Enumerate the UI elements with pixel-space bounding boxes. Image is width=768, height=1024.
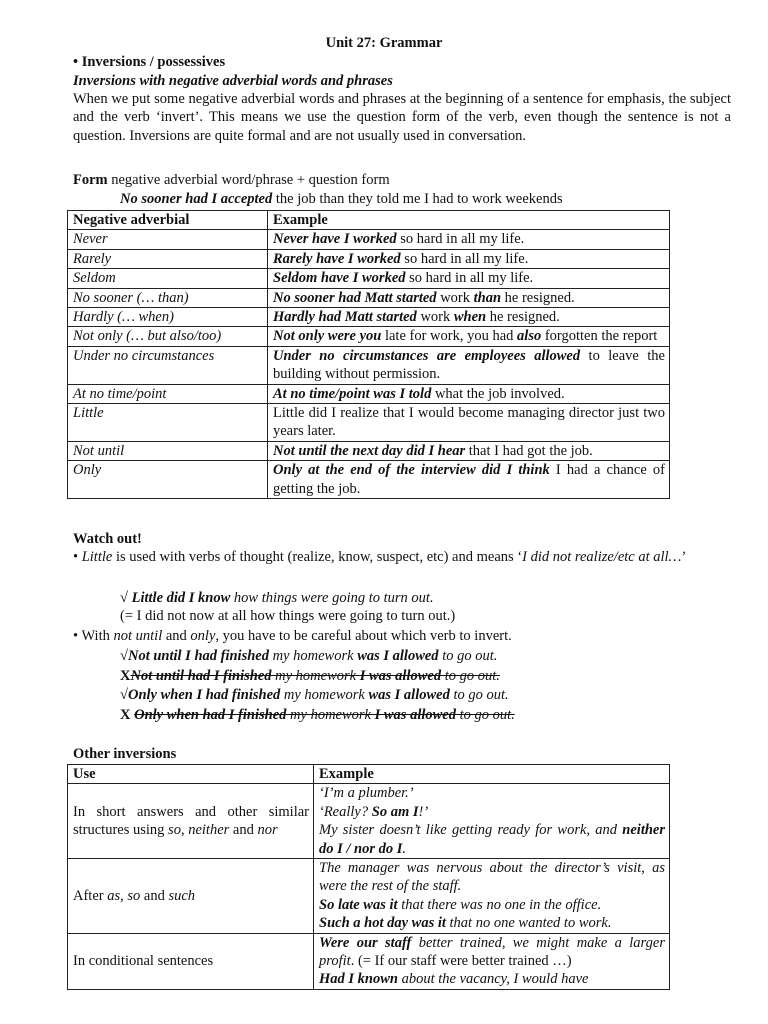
text-run: Not until had I finished bbox=[130, 668, 272, 684]
text-run: My sister doesn’t like getting ready for work, and bbox=[319, 822, 623, 839]
text-run: to go out. bbox=[455, 707, 515, 723]
watch-out-example bbox=[120, 647, 497, 665]
text-run: to go out. bbox=[449, 687, 509, 703]
subheading: Inversions with negative adverbial words and phrases bbox=[73, 73, 393, 89]
example-cell bbox=[314, 859, 670, 934]
text-run: to go out. bbox=[441, 668, 500, 684]
text-run: work bbox=[436, 289, 474, 306]
table-row bbox=[68, 784, 670, 859]
form-label: Form bbox=[73, 172, 108, 188]
other-inversions-table bbox=[67, 764, 670, 990]
adverbial-cell: Only bbox=[68, 461, 268, 499]
table-row bbox=[68, 230, 670, 249]
text-run: was I allowed bbox=[368, 687, 450, 703]
example-cell bbox=[314, 784, 670, 859]
example-cell bbox=[268, 461, 670, 499]
text-run: I was allowed bbox=[374, 707, 456, 723]
text-run: that I had got the job. bbox=[465, 442, 593, 459]
text-run: , bbox=[120, 887, 128, 904]
text-run: ‘I’m a plumber.’ bbox=[319, 785, 414, 802]
table-row bbox=[68, 346, 670, 384]
example-line bbox=[319, 970, 665, 988]
example-cell bbox=[268, 384, 670, 403]
text-run: how things were going to turn out. bbox=[230, 590, 434, 606]
table-row bbox=[68, 308, 670, 327]
text-run: what the job involved. bbox=[431, 385, 565, 402]
example-cell bbox=[268, 288, 670, 307]
text-run: late for work, you had bbox=[381, 328, 518, 345]
text-run: Little did I know bbox=[131, 590, 231, 606]
text-run: so bbox=[127, 887, 141, 904]
text-run: so bbox=[168, 822, 181, 839]
adverbial-cell: Never bbox=[68, 230, 268, 249]
use-cell bbox=[68, 933, 314, 989]
page-title: Unit 27: Grammar bbox=[325, 35, 443, 51]
text-run: that there was no one in the office. bbox=[397, 896, 602, 913]
table-header-cell: Example bbox=[268, 211, 670, 230]
text-run: !’ bbox=[418, 803, 429, 820]
adverbial-cell: Not until bbox=[68, 441, 268, 460]
adverbial-cell: Hardly (… when) bbox=[68, 308, 268, 327]
table-row bbox=[68, 269, 670, 288]
text-run: forgotten the report bbox=[541, 328, 658, 345]
text-run: Under no circumstances are employees allowed bbox=[273, 347, 581, 364]
text-run: when bbox=[453, 309, 487, 326]
text-run: In conditional sentences bbox=[73, 953, 214, 970]
example-line bbox=[319, 914, 665, 932]
text-run: my homework bbox=[280, 687, 369, 703]
table-row bbox=[68, 859, 670, 934]
negative-adverbial-table-body bbox=[68, 211, 670, 499]
example-line bbox=[319, 803, 665, 821]
text-run: to go out. bbox=[438, 648, 498, 664]
text-run: work bbox=[416, 309, 454, 326]
table-row bbox=[68, 327, 670, 346]
text-run: than bbox=[473, 289, 502, 306]
example-line bbox=[319, 896, 665, 914]
text-run: At no time/point was I told bbox=[273, 385, 432, 402]
text-run: • bbox=[73, 549, 82, 565]
text-run: as bbox=[107, 887, 121, 904]
section-heading: • Inversions / possessives bbox=[73, 54, 226, 70]
adverbial-cell: Under no circumstances bbox=[68, 346, 268, 384]
other-inversions-table-body bbox=[68, 765, 670, 990]
text-run: I was allowed bbox=[359, 668, 442, 684]
form-example-bold: No sooner had I accepted bbox=[120, 191, 273, 207]
text-run: √ bbox=[120, 687, 128, 703]
text-run: ’ bbox=[681, 549, 687, 565]
text-run: so hard in all my life. bbox=[396, 231, 525, 248]
text-run: as were the rest of the staff bbox=[319, 860, 665, 895]
example-line bbox=[319, 934, 665, 971]
text-run: my homework bbox=[271, 668, 360, 684]
example-line bbox=[319, 784, 665, 802]
text-run: and bbox=[140, 887, 169, 904]
text-run: and bbox=[162, 628, 191, 644]
text-run: so hard in all my life. bbox=[400, 250, 529, 267]
table-row bbox=[68, 288, 670, 307]
table-row bbox=[68, 249, 670, 268]
text-run: is used with verbs of thought (realize, know, suspect, etc) and means ‘ bbox=[112, 549, 523, 565]
text-run: my homework bbox=[286, 707, 375, 723]
adverbial-cell: No sooner (… than) bbox=[68, 288, 268, 307]
adverbial-cell: Not only (… but also/too) bbox=[68, 327, 268, 346]
text-run: not until bbox=[113, 628, 163, 644]
text-run: So late was it bbox=[319, 896, 398, 913]
text-run: that no one wanted to work. bbox=[445, 915, 612, 932]
text-run: . bbox=[457, 878, 462, 895]
example-cell bbox=[314, 933, 670, 989]
text-run: √ bbox=[120, 590, 132, 606]
text-run: ‘Really? bbox=[319, 803, 372, 820]
text-run: . (= If our staff were better trained …) bbox=[350, 953, 572, 970]
text-run: neither do I / nor do I bbox=[319, 822, 665, 857]
text-run: was I allowed bbox=[357, 648, 439, 664]
text-run: he resigned. bbox=[501, 289, 575, 306]
text-run: I did not realize/etc at all… bbox=[522, 549, 682, 565]
text-run: The manager was nervous about the director’s visit, bbox=[319, 860, 653, 877]
table-header-row bbox=[68, 211, 670, 230]
text-run: better trained, we might make a larger profit bbox=[319, 934, 665, 970]
text-run: In short answers and other similar structures using bbox=[73, 803, 309, 839]
watch-out-heading: Watch out! bbox=[73, 531, 142, 547]
text-run: Never have I worked bbox=[273, 231, 397, 248]
text-run: to leave the building without permission. bbox=[273, 347, 665, 383]
intro-paragraph: When we put some negative adverbial words and phrases at the beginning of a sentence for emphasis, the subject and the verb ‘invert’. This means we use the question form of the verb, even though the sentence is not a question. Inversions are quite formal and are not usually used in conversation. bbox=[73, 91, 731, 144]
negative-adverbial-table bbox=[67, 210, 670, 499]
example-cell bbox=[268, 327, 670, 346]
example-cell bbox=[268, 441, 670, 460]
text-run: , you have to be careful about which verb to invert. bbox=[215, 628, 512, 644]
use-cell bbox=[68, 784, 314, 859]
example-cell bbox=[268, 346, 670, 384]
text-run: he resigned. bbox=[486, 309, 560, 326]
watch-out-bullet-not-until bbox=[73, 627, 730, 645]
text-run: X bbox=[120, 707, 135, 723]
text-run: Only when I had finished bbox=[127, 687, 281, 703]
use-cell bbox=[68, 859, 314, 934]
text-run: X bbox=[120, 668, 131, 684]
table-row bbox=[68, 461, 670, 499]
watch-out-example-note: (= I did not now at all how things were going to turn out.) bbox=[120, 608, 456, 624]
text-run: Seldom have I worked bbox=[273, 270, 406, 287]
text-run: No sooner had Matt started bbox=[273, 289, 437, 306]
text-run: Little did I realize that I would become managing director just two years later. bbox=[273, 405, 665, 440]
watch-out-example bbox=[120, 686, 509, 704]
text-run: Little bbox=[81, 549, 113, 565]
adverbial-cell: At no time/point bbox=[68, 384, 268, 403]
table-row bbox=[68, 384, 670, 403]
adverbial-cell: Little bbox=[68, 404, 268, 442]
text-run: So am I bbox=[371, 803, 419, 820]
text-run: Rarely have I worked bbox=[273, 250, 401, 267]
other-inversions-heading: Other inversions bbox=[73, 746, 177, 762]
text-run: Only when had I finished bbox=[134, 707, 287, 723]
table-row bbox=[68, 441, 670, 460]
text-run: Not until I had finished bbox=[127, 648, 269, 664]
adverbial-cell: Seldom bbox=[68, 269, 268, 288]
watch-out-bullet-little bbox=[73, 548, 733, 566]
example-cell bbox=[268, 308, 670, 327]
text-run: such bbox=[168, 887, 196, 904]
text-run: Had I known bbox=[319, 971, 398, 988]
table-header-cell: Example bbox=[314, 765, 670, 784]
text-run: I had a chance of getting the job. bbox=[273, 462, 665, 497]
text-run: √ bbox=[120, 648, 128, 664]
text-run: about the vacancy, I would have bbox=[397, 971, 589, 988]
text-run: Hardly had Matt started bbox=[273, 309, 417, 326]
text-run: also bbox=[517, 328, 542, 345]
form-line bbox=[73, 171, 730, 189]
example-cell bbox=[268, 249, 670, 268]
form-example bbox=[120, 190, 563, 208]
form-text: negative adverbial word/phrase + question form bbox=[111, 172, 390, 188]
text-run: so hard in all my life. bbox=[405, 270, 534, 287]
table-header-cell: Use bbox=[68, 765, 314, 784]
watch-out-example bbox=[120, 667, 500, 685]
text-run: , bbox=[180, 822, 189, 839]
table-row bbox=[68, 933, 670, 989]
watch-out-example-little bbox=[120, 589, 434, 607]
table-row bbox=[68, 404, 670, 442]
adverbial-cell: Rarely bbox=[68, 249, 268, 268]
text-run: After bbox=[73, 887, 108, 904]
example-line bbox=[319, 859, 665, 896]
example-cell bbox=[268, 230, 670, 249]
watch-out-example bbox=[120, 706, 515, 724]
text-run: . bbox=[402, 840, 407, 857]
text-run: Not until the next day did I hear bbox=[273, 442, 466, 459]
text-run: and bbox=[229, 822, 258, 839]
text-run: Were our staff bbox=[319, 934, 412, 951]
form-example-rest: the job than they told me I had to work weekends bbox=[272, 191, 563, 207]
text-run: Not only were you bbox=[273, 328, 382, 345]
example-line bbox=[319, 821, 665, 858]
table-header-cell: Negative adverbial bbox=[68, 211, 268, 230]
text-run: Only at the end of the interview did I think bbox=[273, 462, 550, 479]
example-cell bbox=[268, 269, 670, 288]
text-run: Such a hot day was it bbox=[319, 915, 446, 932]
text-run: only bbox=[190, 628, 216, 644]
example-cell bbox=[268, 404, 670, 442]
table-header-row bbox=[68, 765, 670, 784]
text-run: • With bbox=[73, 628, 114, 644]
text-run: my homework bbox=[268, 648, 358, 664]
text-run: nor bbox=[257, 822, 278, 839]
text-run: neither bbox=[188, 822, 230, 839]
